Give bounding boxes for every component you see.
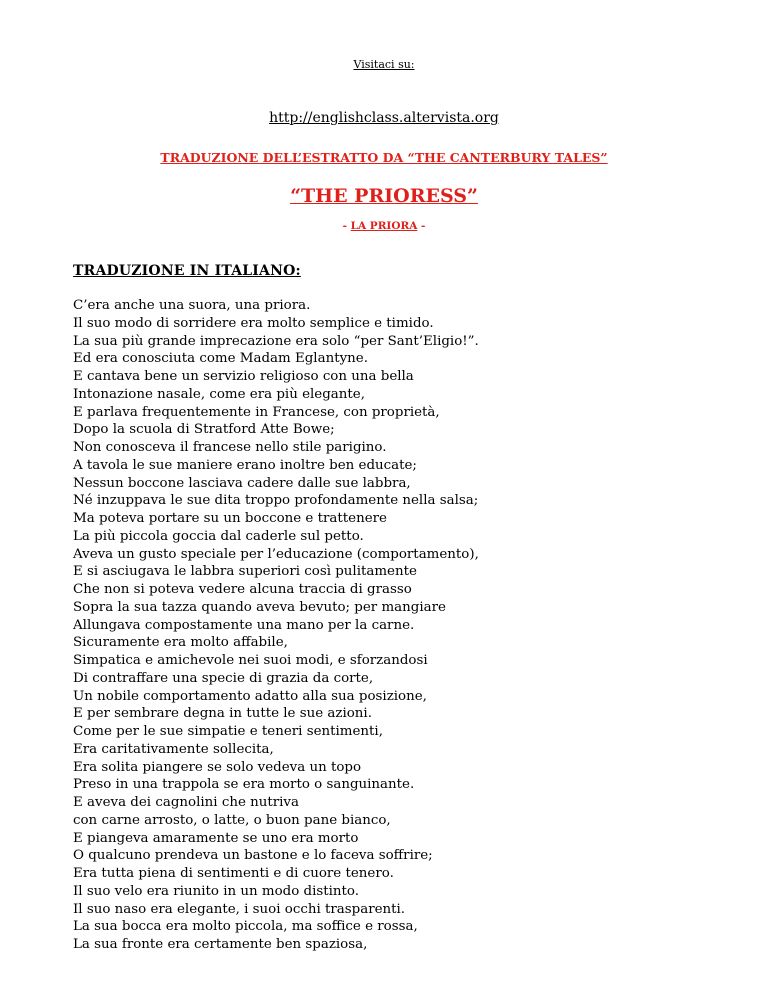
poem-line: E parlava frequentemente in Francese, con proprietà,	[73, 404, 440, 420]
poem-line: La sua più grande imprecazione era solo “per Sant’Eligio!”.	[73, 333, 479, 349]
poem-line: Il suo naso era elegante, i suoi occhi trasparenti.	[73, 901, 406, 917]
section-title: TRADUZIONE IN ITALIANO:	[73, 263, 301, 279]
visit-label-text: Visitaci su:	[353, 58, 415, 71]
poem-line: Il suo velo era riunito in un modo distinto.	[73, 883, 360, 899]
poem-line: O qualcuno prendeva un bastone e lo faceva soffrire;	[73, 848, 433, 864]
subtitle-prefix: -	[342, 220, 351, 232]
poem-line: Né inzuppava le sue dita troppo profondamente nella salsa;	[73, 493, 479, 509]
poem-line: Aveva un gusto speciale per l’educazione (comportamento),	[73, 546, 479, 562]
poem-line: Dopo la scuola di Stratford Atte Bowe;	[73, 422, 335, 438]
poem-line: A tavola le sue maniere erano inoltre ben educate;	[73, 457, 417, 473]
poem-line: Non conosceva il francese nello stile parigino.	[73, 440, 387, 455]
document-title: “THE PRIORESS”	[290, 185, 478, 207]
subtitle-text: LA PRIORA	[350, 220, 418, 232]
poem-line: Intonazione nasale, come era più elegante,	[73, 386, 365, 402]
poem-line: La sua fronte era certamente ben spaziosa,	[73, 937, 368, 952]
poem-line: Sicuramente era molto affabile,	[73, 635, 288, 651]
poem-line: C’era anche una suora, una priora.	[73, 298, 311, 313]
visit-label	[0, 58, 768, 71]
subtitle-suffix: -	[417, 220, 426, 232]
poem-line: Simpatica e amichevole nei suoi modi, e sforzandosi	[73, 653, 428, 668]
poem-line: Era solita piangere se solo vedeva un topo	[73, 759, 362, 775]
poem-line: Era tutta piena di sentimenti e di cuore tenero.	[73, 866, 394, 881]
site-url-link[interactable]: http://englishclass.altervista.org	[269, 110, 499, 126]
poem-text	[73, 297, 733, 954]
poem-line: La sua bocca era molto piccola, ma soffice e rossa,	[73, 919, 418, 935]
poem-line: Ma poteva portare su un boccone e trattenere	[73, 511, 387, 526]
poem-line: Come per le sue simpatie e teneri sentimenti,	[73, 724, 383, 739]
poem-line: Allungava compostamente una mano per la carne.	[73, 617, 415, 633]
site-url	[0, 110, 768, 126]
document-subtitle	[0, 220, 768, 232]
poem-line: Preso in una trappola se era morto o sanguinante.	[73, 777, 415, 793]
poem-line: Che non si poteva vedere alcuna traccia di grasso	[73, 582, 412, 597]
poem-line: E piangeva amaramente se uno era morto	[73, 830, 359, 846]
poem-line: E aveva dei cagnolini che nutriva	[73, 795, 299, 810]
poem-line: con carne arrosto, o latte, o buon pane bianco,	[73, 812, 391, 828]
poem-line: Sopra la sua tazza quando aveva bevuto; per mangiare	[73, 599, 446, 615]
poem-line: E per sembrare degna in tutte le sue azioni.	[73, 706, 372, 722]
poem-line: Nessun boccone lasciava cadere dalle sue labbra,	[73, 475, 411, 491]
poem-line: Un nobile comportamento adatto alla sua posizione,	[73, 688, 427, 704]
poem-line: E cantava bene un servizio religioso con una bella	[73, 369, 414, 384]
poem-line: E si asciugava le labbra superiori così pulitamente	[73, 564, 417, 580]
document-heading: TRADUZIONE DELL’ESTRATTO DA “THE CANTERBURY TALES”	[160, 150, 608, 165]
poem-line: Ed era conosciuta come Madam Eglantyne.	[73, 351, 368, 367]
poem-line: Era caritativamente sollecita,	[73, 741, 274, 757]
poem-line: Il suo modo di sorridere era molto semplice e timido.	[73, 315, 434, 331]
poem-line: La più piccola goccia dal caderle sul petto.	[73, 528, 364, 544]
poem-line: Di contraffare una specie di grazia da corte,	[73, 670, 374, 686]
